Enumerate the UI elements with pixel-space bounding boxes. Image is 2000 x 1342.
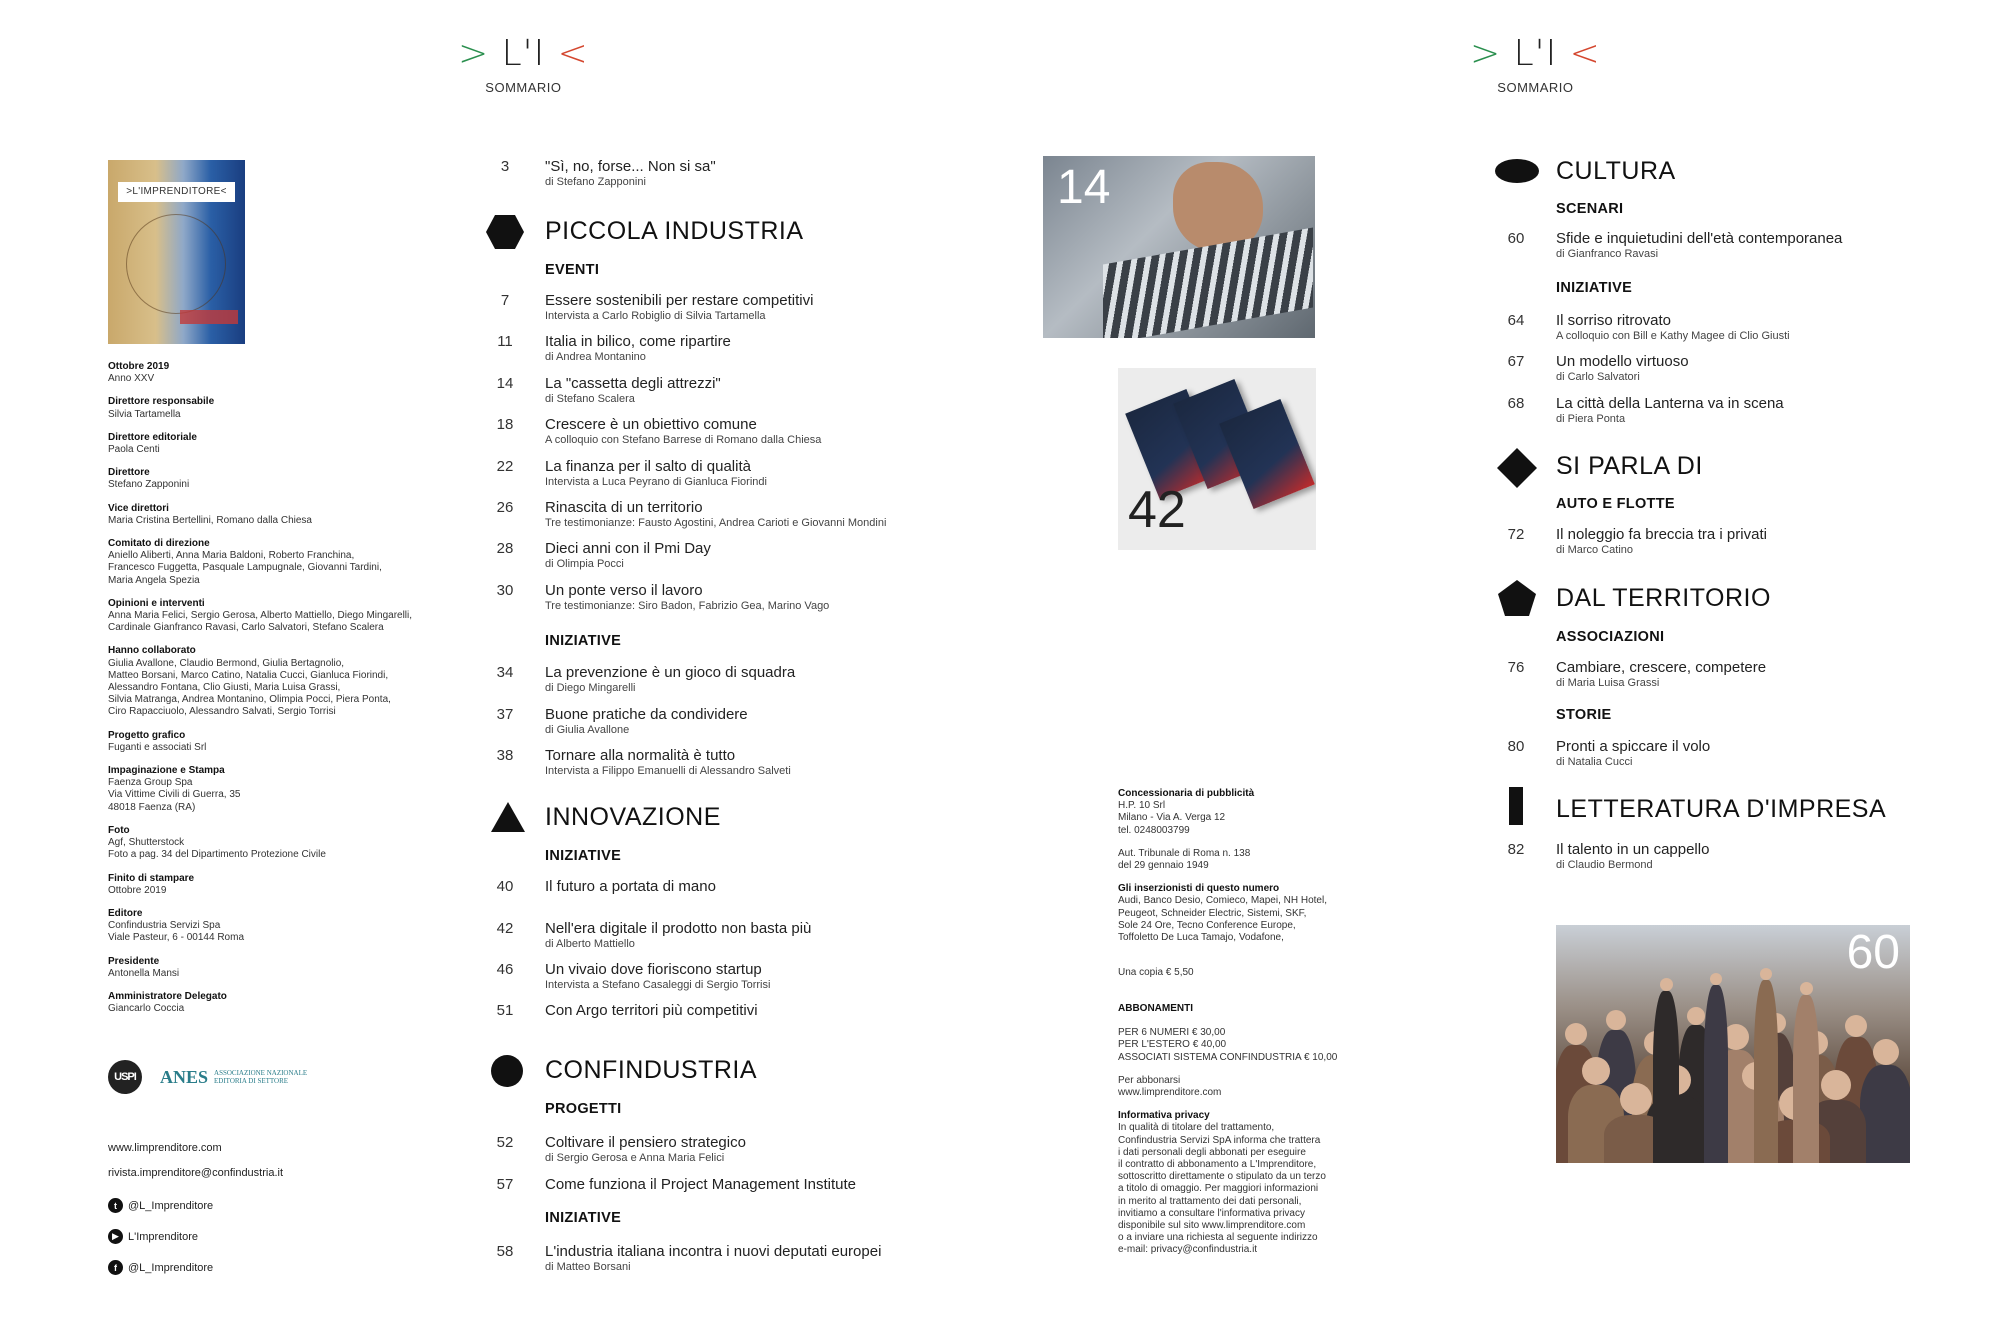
- magazine-cover-image: [108, 160, 245, 344]
- social-facebook[interactable]: [108, 1260, 213, 1275]
- logo-text: L'I: [489, 33, 558, 74]
- photo-page-60: [1556, 925, 1910, 1163]
- page-number: 72: [1507, 526, 1525, 543]
- crowd-head: [1582, 1057, 1610, 1085]
- entry-title: Italia in bilico, come ripartire: [545, 333, 731, 351]
- social-handle: @L_Imprenditore: [128, 1261, 214, 1274]
- entry-author: A colloquio con Bill e Kathy Magee di Clio Giusti: [1556, 330, 1790, 342]
- entry-title: "Sì, no, forse... Non si sa": [545, 158, 716, 175]
- credit-line: Maria Cristina Bertellini, Romano dalla Chiesa: [108, 514, 312, 526]
- entry-author: di Sergio Gerosa e Anna Maria Felici: [545, 1152, 725, 1164]
- entry-title: Cambiare, crescere, competere: [1556, 659, 1767, 676]
- credit-line: Via Vittime Civili di Guerra, 35: [108, 789, 241, 801]
- entry-title: Il futuro a portata di mano: [545, 878, 716, 895]
- social-twitter[interactable]: [108, 1198, 213, 1213]
- hexagon-icon: [486, 215, 524, 249]
- subsection-progetti: PROGETTI: [545, 1101, 622, 1117]
- cover-figure: [126, 214, 226, 314]
- logo-mark: [1470, 33, 1601, 74]
- page-number: 76: [1507, 659, 1525, 676]
- credit-line: Francesco Fuggetta, Pasquale Lampugnale, Giovanni Tardini,: [108, 562, 382, 574]
- entry-title: Come funziona il Project Management Institute: [545, 1175, 856, 1193]
- entry-title: Buone pratiche da condividere: [545, 705, 748, 723]
- credit-label: Opinioni e interventi: [108, 597, 205, 609]
- entry-title: Essere sostenibili per restare competitivi: [545, 292, 814, 309]
- section-title-piccola-industria: PICCOLA INDUSTRIA: [545, 217, 804, 245]
- entry-author: Intervista a Luca Peyrano di Gianluca Fiorindi: [545, 475, 767, 488]
- credit-block: [108, 730, 428, 754]
- masthead: [108, 361, 428, 1026]
- credit-line: Matteo Borsani, Marco Catino, Natalia Cucci, Gianluca Fiorindi,: [108, 669, 389, 681]
- info-line: Milano - Via A. Verga 12: [1118, 812, 1226, 824]
- entry-author: Tre testimonianze: Siro Badon, Fabrizio Gea, Marino Vago: [545, 599, 830, 612]
- crowd-head: [1845, 1015, 1867, 1037]
- info-line: [1118, 955, 1363, 967]
- entry-title: Dieci anni con il Pmi Day: [545, 540, 711, 558]
- credit-line: Giancarlo Coccia: [108, 1003, 185, 1015]
- entry-author: di Matteo Borsani: [545, 1261, 631, 1273]
- section-title-innovazione: INNOVAZIONE: [545, 803, 721, 831]
- credit-label: Direttore responsabile: [108, 396, 215, 408]
- issue-year: Anno XXV: [108, 373, 155, 385]
- social-youtube[interactable]: [108, 1229, 198, 1244]
- email-link[interactable]: rivista.imprenditore@confindustria.it: [108, 1167, 284, 1179]
- info-line: e-mail: privacy@confindustria.it: [1118, 1244, 1258, 1256]
- info-gap: [1118, 1064, 1363, 1075]
- credit-line: Aniello Aliberti, Anna Maria Baldoni, Roberto Franchina,: [108, 550, 355, 562]
- entry-author: A colloquio con Stefano Barrese di Romano dalla Chiesa: [545, 434, 822, 447]
- info-line: i dati personali degli abbonati per eseguire: [1118, 1146, 1306, 1158]
- info-line: www.limprenditore.com: [1118, 1087, 1222, 1099]
- youtube-icon: ▶: [108, 1229, 123, 1244]
- entry-author: di Giulia Avallone: [545, 723, 630, 736]
- entry-author: di Maria Luisa Grassi: [1556, 677, 1660, 689]
- subsection-storie: STORIE: [1556, 707, 1612, 723]
- entry-title: Con Argo territori più competitivi: [545, 1002, 758, 1019]
- info-line: In qualità di titolare del trattamento,: [1118, 1122, 1275, 1134]
- page-number: 46: [496, 961, 514, 978]
- credit-label: Finito di stampare: [108, 872, 195, 884]
- info-gap: [1118, 992, 1363, 1003]
- credit-label: Editore: [108, 907, 143, 919]
- credit-block: [108, 825, 428, 862]
- entry-author: di Piera Ponta: [1556, 412, 1626, 425]
- page-number: 30: [496, 581, 514, 599]
- page-number: 60: [1507, 230, 1525, 247]
- website-link[interactable]: www.limprenditore.com: [108, 1142, 222, 1154]
- info-line: del 29 gennaio 1949: [1118, 860, 1209, 872]
- entry-title: Crescere è un obiettivo comune: [545, 416, 757, 434]
- credit-label: Progetto grafico: [108, 729, 186, 741]
- credit-label: Presidente: [108, 955, 160, 967]
- credit-label: Direttore editoriale: [108, 431, 197, 443]
- entry-title: La prevenzione è un gioco di squadra: [545, 664, 796, 681]
- credit-block: [108, 598, 428, 635]
- anes-text: [214, 1069, 307, 1085]
- info-line: ASSOCIATI SISTEMA CONFINDUSTRIA € 10,00: [1118, 1051, 1338, 1063]
- crowd-head: [1821, 1070, 1851, 1100]
- entry-author: di Andrea Montanino: [545, 351, 646, 364]
- subsection-iniziative: INIZIATIVE: [545, 633, 622, 649]
- section-title-cultura: CULTURA: [1556, 157, 1676, 185]
- info-label: Gli inserzionisti di questo numero: [1118, 883, 1280, 895]
- credit-line: Anna Maria Felici, Sergio Gerosa, Alberto Mattiello, Diego Mingarelli,: [108, 610, 413, 622]
- page-number: 3: [500, 158, 510, 175]
- page-number: 68: [1507, 394, 1525, 412]
- logo-lt: <: [557, 33, 589, 74]
- entry-title: La finanza per il salto di qualità: [545, 457, 751, 475]
- section-title-si-parla-di: SI PARLA DI: [1556, 452, 1703, 480]
- credit-block: [108, 645, 428, 718]
- credit-label: Impaginazione e Stampa: [108, 765, 225, 777]
- entry-title: Un modello virtuoso: [1556, 353, 1689, 371]
- page-number: 57: [496, 1175, 514, 1193]
- page-number: 40: [496, 878, 514, 895]
- bar-icon: [1509, 787, 1523, 825]
- logo-text: L'I: [1501, 33, 1570, 74]
- credit-line: Giulia Avallone, Claudio Bermond, Giulia Bertagnolio,: [108, 657, 345, 669]
- page-number: 64: [1507, 312, 1525, 329]
- info-line: [1118, 1015, 1363, 1027]
- credit-block: [108, 956, 428, 980]
- entry-title: Il talento in un cappello: [1556, 841, 1710, 858]
- credit-block: [108, 765, 428, 814]
- credit-label: Direttore: [108, 467, 150, 479]
- photo-page-42: [1118, 368, 1316, 550]
- info-line: a titolo di omaggio. Per maggiori informazioni: [1118, 1183, 1319, 1195]
- info-line: Una copia € 5,50: [1118, 967, 1194, 979]
- facebook-icon: f: [108, 1260, 123, 1275]
- publisher-logos: [108, 1060, 307, 1094]
- page-number: 34: [496, 664, 514, 681]
- photo-page-number: 60: [1846, 926, 1900, 979]
- entry-author: di Natalia Cucci: [1556, 756, 1633, 768]
- crowd-head: [1800, 982, 1813, 995]
- info-line: o a inviare una richiesta al seguente indirizzo: [1118, 1232, 1318, 1244]
- credit-line: Stefano Zapponini: [108, 479, 190, 491]
- header-logo-right: [1470, 33, 1601, 95]
- credit-line: Paola Centi: [108, 444, 160, 456]
- credit-line: Viale Pasteur, 6 - 00144 Roma: [108, 932, 245, 944]
- crowd-head: [1687, 1007, 1705, 1025]
- entry-title: Tornare alla normalità è tutto: [545, 747, 736, 764]
- twitter-icon: t: [108, 1198, 123, 1213]
- circle-icon: [490, 1054, 524, 1088]
- photo-page-number: 14: [1057, 161, 1111, 214]
- issue-date: Ottobre 2019: [108, 361, 170, 372]
- page-number: 58: [496, 1243, 514, 1260]
- triangle-icon: [491, 802, 525, 832]
- photo-page-number: 42: [1128, 481, 1186, 539]
- page-number: 52: [496, 1134, 514, 1151]
- subsection-eventi: EVENTI: [545, 262, 600, 278]
- credit-block: [108, 432, 428, 456]
- entry-title: Coltivare il pensiero strategico: [545, 1134, 746, 1151]
- entry-title: Un vivaio dove fioriscono startup: [545, 961, 762, 978]
- crowd-body: [1704, 985, 1728, 1163]
- subsection-iniziative: INIZIATIVE: [545, 848, 622, 864]
- entry-title: Rinascita di un territorio: [545, 499, 703, 516]
- page-number: 51: [496, 1002, 514, 1019]
- diamond-icon: [1497, 448, 1537, 488]
- crowd-head: [1710, 973, 1722, 985]
- crowd-head: [1660, 978, 1673, 991]
- anes-text-line: EDITORIA DI SETTORE: [214, 1077, 289, 1085]
- page-number: 26: [496, 499, 514, 516]
- entry-title: Un ponte verso il lavoro: [545, 581, 703, 599]
- info-line: tel. 0248003799: [1118, 824, 1190, 836]
- info-line: il contratto di abbonamento a L'Imprenditore,: [1118, 1159, 1317, 1171]
- logo-gt: >: [1470, 33, 1502, 74]
- info-line: [1118, 980, 1363, 992]
- credit-block: [108, 503, 428, 527]
- subsection-iniziative: INIZIATIVE: [545, 1210, 622, 1226]
- entry-title: La "cassetta degli attrezzi": [545, 374, 721, 392]
- info-line: sottoscritto direttamente o stipulato da un terzo: [1118, 1171, 1326, 1183]
- entry-author: di Claudio Bermond: [1556, 859, 1653, 871]
- info-gap: [1118, 944, 1363, 955]
- entry-title: L'industria italiana incontra i nuovi deputati europei: [545, 1243, 882, 1260]
- ellipse-icon: [1494, 158, 1540, 184]
- anes-mark: ANES: [160, 1066, 209, 1087]
- credit-line: 48018 Faenza (RA): [108, 801, 196, 813]
- crowd-body: [1653, 991, 1679, 1163]
- credit-label: Vice direttori: [108, 502, 169, 514]
- subsection-iniziative: INIZIATIVE: [1556, 280, 1633, 296]
- logo-lt: <: [1569, 33, 1601, 74]
- info-label: ABBONAMENTI: [1118, 1002, 1193, 1014]
- info-line: in merito al trattamento dei dati personali,: [1118, 1195, 1302, 1207]
- page-number: 80: [1507, 738, 1525, 755]
- entry-author: di Carlo Salvatori: [1556, 371, 1640, 384]
- logo-gt: >: [458, 33, 490, 74]
- photo-page-14: [1043, 156, 1315, 338]
- section-title-dal-territorio: DAL TERRITORIO: [1556, 584, 1771, 612]
- entry-author: Tre testimonianze: Fausto Agostini, Andrea Carioti e Giovanni Mondini: [545, 517, 887, 529]
- credit-line: Agf, Shutterstock: [108, 837, 185, 849]
- credit-line: Ottobre 2019: [108, 884, 167, 896]
- credit-block: [108, 873, 428, 897]
- credit-line: Faenza Group Spa: [108, 777, 193, 789]
- cover-strip: [180, 310, 238, 324]
- info-line: Per abbonarsi: [1118, 1074, 1181, 1086]
- entry-author: Intervista a Filippo Emanuelli di Alessandro Salveti: [545, 765, 791, 777]
- crowd-body: [1860, 1065, 1910, 1163]
- info-line: H.P. 10 Srl: [1118, 800, 1166, 812]
- page-number: 28: [496, 540, 514, 558]
- crowd-body: [1793, 995, 1819, 1163]
- entry-author: di Olimpia Pocci: [545, 558, 624, 571]
- masthead-issue: [108, 361, 428, 385]
- entry-author: di Stefano Scalera: [545, 392, 635, 405]
- anes-logo: [160, 1067, 307, 1088]
- uspi-logo: USPI: [108, 1060, 142, 1094]
- entry-author: di Alberto Mattiello: [545, 938, 635, 950]
- crowd-head: [1620, 1083, 1652, 1115]
- page-number: 42: [496, 920, 514, 937]
- info-line: Audi, Banco Desio, Comieco, Mapei, NH Hotel,: [1118, 895, 1327, 907]
- info-label: Concessionaria di pubblicità: [1118, 788, 1255, 799]
- info-line: invitiamo a consultare l'informativa privacy: [1118, 1207, 1305, 1219]
- page-number: 14: [496, 374, 514, 392]
- social-handle: L'Imprenditore: [128, 1230, 198, 1243]
- credit-line: Fuganti e associati Srl: [108, 741, 207, 753]
- info-line: PER L'ESTERO € 40,00: [1118, 1039, 1227, 1051]
- page-number: 7: [500, 292, 510, 309]
- info-line: Sole 24 Ore, Tecno Conference Europe,: [1118, 919, 1296, 931]
- crowd-head: [1606, 1010, 1626, 1030]
- subsection-associazioni: ASSOCIAZIONI: [1556, 629, 1665, 645]
- credit-line: Foto a pag. 34 del Dipartimento Protezione Civile: [108, 849, 326, 861]
- entry-author: di Gianfranco Ravasi: [1556, 248, 1659, 260]
- info-line: Confindustria Servizi SpA informa che trattera: [1118, 1134, 1321, 1146]
- entry-author: Intervista a Stefano Casaleggi di Sergio Torrisi: [545, 979, 771, 991]
- page-number: 18: [496, 416, 514, 434]
- info-label: Informativa privacy: [1118, 1110, 1210, 1122]
- entry-title: Il sorriso ritrovato: [1556, 312, 1672, 329]
- credit-label: Hanno collaborato: [108, 645, 196, 657]
- credit-line: Maria Angela Spezia: [108, 574, 200, 586]
- info-gap: [1118, 872, 1363, 883]
- credit-line: Silvia Matranga, Andrea Montanino, Olimpia Pocci, Piera Ponta,: [108, 694, 391, 706]
- subsection-scenari: SCENARI: [1556, 201, 1624, 217]
- social-handle: @L_Imprenditore: [128, 1199, 214, 1212]
- section-title-confindustria: CONFINDUSTRIA: [545, 1056, 758, 1084]
- page-number: 82: [1507, 841, 1525, 858]
- credit-block: [108, 538, 428, 587]
- credit-line: Alessandro Fontana, Clio Giusti, Maria Luisa Grassi,: [108, 682, 341, 694]
- crowd-head: [1873, 1039, 1899, 1065]
- credit-block: [108, 467, 428, 491]
- page-number: 38: [496, 747, 514, 764]
- masthead-credits: [108, 396, 428, 1015]
- entry-title: Il noleggio fa breccia tra i privati: [1556, 526, 1767, 543]
- header-logo-left: [458, 33, 589, 95]
- logo-mark: [458, 33, 589, 74]
- pentagon-icon: [1498, 580, 1536, 616]
- entry-author: di Stefano Zapponini: [545, 176, 646, 188]
- info-gap: [1118, 1099, 1363, 1110]
- page-number: 67: [1507, 353, 1525, 371]
- entry-author: di Diego Mingarelli: [545, 682, 636, 694]
- info-line: Aut. Tribunale di Roma n. 138: [1118, 847, 1251, 859]
- credit-label: Comitato di direzione: [108, 538, 210, 550]
- anes-text-line: ASSOCIAZIONE NAZIONALE: [214, 1069, 308, 1077]
- info-line: Peugeot, Schneider Electric, Sistemi, SKF,: [1118, 907, 1307, 919]
- page-number: 22: [496, 457, 514, 475]
- entry-title: Nell'era digitale il prodotto non basta più: [545, 920, 812, 937]
- publishing-info: [1118, 788, 1363, 1257]
- credit-line: Ciro Rapacciuolo, Alessandro Salvati, Sergio Torrisi: [108, 706, 336, 718]
- credit-line: Silvia Tartamella: [108, 408, 181, 420]
- info-line: Toffoletto De Luca Tamajo, Vodafone,: [1118, 932, 1284, 944]
- credit-block: [108, 396, 428, 420]
- section-title-letteratura-d-impresa: LETTERATURA D'IMPRESA: [1556, 795, 1887, 823]
- info-line: disponibile sul sito www.limprenditore.com: [1118, 1220, 1306, 1232]
- credit-label: Foto: [108, 824, 130, 836]
- page-number: 37: [496, 705, 514, 723]
- subsection-auto-e-flotte: AUTO E FLOTTE: [1556, 496, 1675, 512]
- credit-block: [108, 908, 428, 945]
- crowd-head: [1565, 1023, 1587, 1045]
- entry-title: La città della Lanterna va in scena: [1556, 394, 1784, 412]
- crowd-body: [1754, 980, 1778, 1163]
- credit-line: Cardinale Gianfranco Ravasi, Carlo Salvatori, Stefano Scalera: [108, 622, 384, 634]
- entry-author: di Marco Catino: [1556, 544, 1634, 556]
- info-line: PER 6 NUMERI € 30,00: [1118, 1027, 1226, 1039]
- credit-label: Amministratore Delegato: [108, 990, 227, 1002]
- cover-title: >L'IMPRENDITORE<: [118, 182, 235, 202]
- credit-line: Antonella Mansi: [108, 967, 180, 979]
- info-gap: [1118, 837, 1363, 848]
- entry-author: Intervista a Carlo Robiglio di Silvia Tartamella: [545, 310, 766, 322]
- entry-title: Sfide e inquietudini dell'età contemporanea: [1556, 230, 1843, 247]
- credit-line: Confindustria Servizi Spa: [108, 920, 221, 932]
- logo-subtitle: SOMMARIO: [485, 80, 562, 95]
- logo-subtitle: SOMMARIO: [1497, 80, 1574, 95]
- crowd-head: [1760, 968, 1772, 980]
- page-number: 11: [497, 333, 513, 351]
- entry-title: Pronti a spiccare il volo: [1556, 738, 1711, 755]
- credit-block: [108, 991, 428, 1015]
